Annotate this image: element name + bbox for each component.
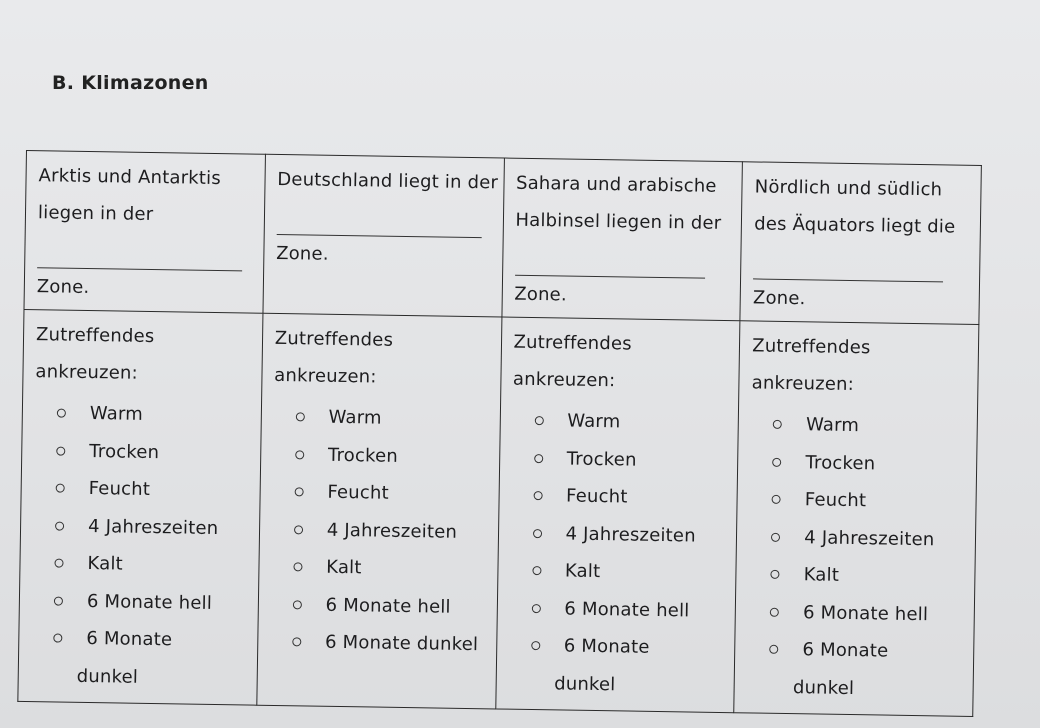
option-6-monate-dunkel[interactable]: 6 Monate dunkel [270,623,486,664]
question-cell-deutschland [263,154,504,317]
option-kalt[interactable]: Kalt [271,548,487,589]
checkbox-circle-icon[interactable] [55,521,64,530]
option-4-jahreszeiten[interactable]: 4 Jahreszeiten [510,514,726,555]
checkbox-circle-icon[interactable] [532,529,541,538]
question-line: Nördlich und südlich [754,176,943,201]
option-warm[interactable]: Warm [751,405,967,446]
option-6-monate-dunkel[interactable]: 6 Monate [31,619,247,660]
question-line: Arktis und Antarktis [38,165,222,190]
option-6-monate-dunkel[interactable]: 6 Monate [747,630,963,671]
option-6-monate-hell[interactable]: 6 Monate hell [32,582,248,623]
checkbox-circle-icon[interactable] [57,409,66,418]
checkbox-circle-icon[interactable] [292,637,301,646]
instruction-line: Zutreffendes [752,335,871,359]
checkbox-circle-icon[interactable] [54,559,63,568]
checkbox-circle-icon[interactable] [771,533,780,542]
instruction-line: ankreuzen: [512,368,616,392]
option-kalt[interactable]: Kalt [748,555,964,596]
checkbox-circle-icon[interactable] [294,488,303,497]
option-warm[interactable]: Warm [35,394,251,435]
section-heading: B. Klimazonen [52,72,209,94]
question-line: Sahara und arabische [515,172,717,197]
zone-label: Zone. [275,242,329,265]
option-6-monate-hell[interactable]: 6 Monate hell [270,585,486,626]
option-4-jahreszeiten[interactable]: 4 Jahreszeiten [749,518,965,559]
option-continuation: dunkel [792,676,855,699]
checkbox-circle-icon[interactable] [295,450,304,459]
zone-label: Zone. [514,283,568,306]
checkbox-circle-icon[interactable] [534,454,543,463]
checkbox-circle-icon[interactable] [296,413,305,422]
checkbox-circle-icon[interactable] [534,416,543,425]
options-cell-deutschland [257,313,502,709]
option-warm[interactable]: Warm [273,398,489,439]
instruction-line: ankreuzen: [751,372,855,396]
answer-blank[interactable] [37,245,242,271]
option-feucht[interactable]: Feucht [511,477,727,518]
options-cell-sahara [495,317,740,713]
option-warm[interactable]: Warm [512,402,728,443]
checkbox-circle-icon[interactable] [293,562,302,571]
checkbox-circle-icon[interactable] [56,446,65,455]
worksheet-table [17,150,982,725]
question-cell-aequator [740,162,981,325]
checkbox-circle-icon[interactable] [770,607,779,616]
question-line: des Äquators liegt die [754,213,956,238]
question-cell-arktis [24,151,265,314]
checkbox-circle-icon[interactable] [56,484,65,493]
option-trocken[interactable]: Trocken [34,432,250,473]
instruction-line: ankreuzen: [35,361,139,384]
option-6-monate-dunkel[interactable]: 6 Monate [508,627,724,668]
option-kalt[interactable]: Kalt [32,544,248,585]
answer-blank[interactable] [515,253,705,279]
option-feucht[interactable]: Feucht [33,469,249,510]
instruction-line: ankreuzen: [274,364,377,388]
option-kalt[interactable]: Kalt [510,552,726,593]
checkbox-circle-icon[interactable] [532,566,541,575]
checkbox-circle-icon[interactable] [769,645,778,654]
checkbox-circle-icon[interactable] [533,491,542,500]
question-cell-sahara [501,158,742,321]
options-cell-aequator [734,321,979,717]
option-6-monate-hell[interactable]: 6 Monate hell [748,593,964,634]
answer-blank[interactable] [276,212,481,238]
options-cell-arktis [18,309,263,705]
option-feucht[interactable]: Feucht [750,480,966,521]
checkbox-circle-icon[interactable] [773,420,782,429]
checkbox-circle-icon[interactable] [771,570,780,579]
checkbox-circle-icon[interactable] [54,596,63,605]
option-4-jahreszeiten[interactable]: 4 Jahreszeiten [33,507,249,548]
option-continuation: dunkel [76,665,139,688]
option-trocken[interactable]: Trocken [511,439,727,480]
instruction-line: Zutreffendes [274,327,394,351]
question-line: liegen in der [37,202,154,226]
checkbox-circle-icon[interactable] [531,604,540,613]
option-6-monate-hell[interactable]: 6 Monate hell [509,589,725,630]
checkbox-circle-icon[interactable] [293,600,302,609]
checkbox-circle-icon[interactable] [772,458,781,467]
checkbox-circle-icon[interactable] [294,525,303,534]
option-trocken[interactable]: Trocken [750,443,966,484]
option-4-jahreszeiten[interactable]: 4 Jahreszeiten [272,510,488,551]
option-trocken[interactable]: Trocken [273,435,489,476]
option-feucht[interactable]: Feucht [272,473,488,514]
zone-label: Zone. [752,287,806,310]
checkbox-circle-icon[interactable] [531,641,540,650]
answer-blank[interactable] [753,256,943,282]
instruction-line: Zutreffendes [35,324,155,348]
checkbox-circle-icon[interactable] [53,634,62,643]
question-line: Deutschland liegt in der [277,168,499,194]
instruction-line: Zutreffendes [513,331,633,355]
zone-label: Zone. [36,276,90,299]
question-line: Halbinsel liegen in der [515,209,722,234]
option-continuation: dunkel [554,672,616,695]
checkbox-circle-icon[interactable] [772,495,781,504]
